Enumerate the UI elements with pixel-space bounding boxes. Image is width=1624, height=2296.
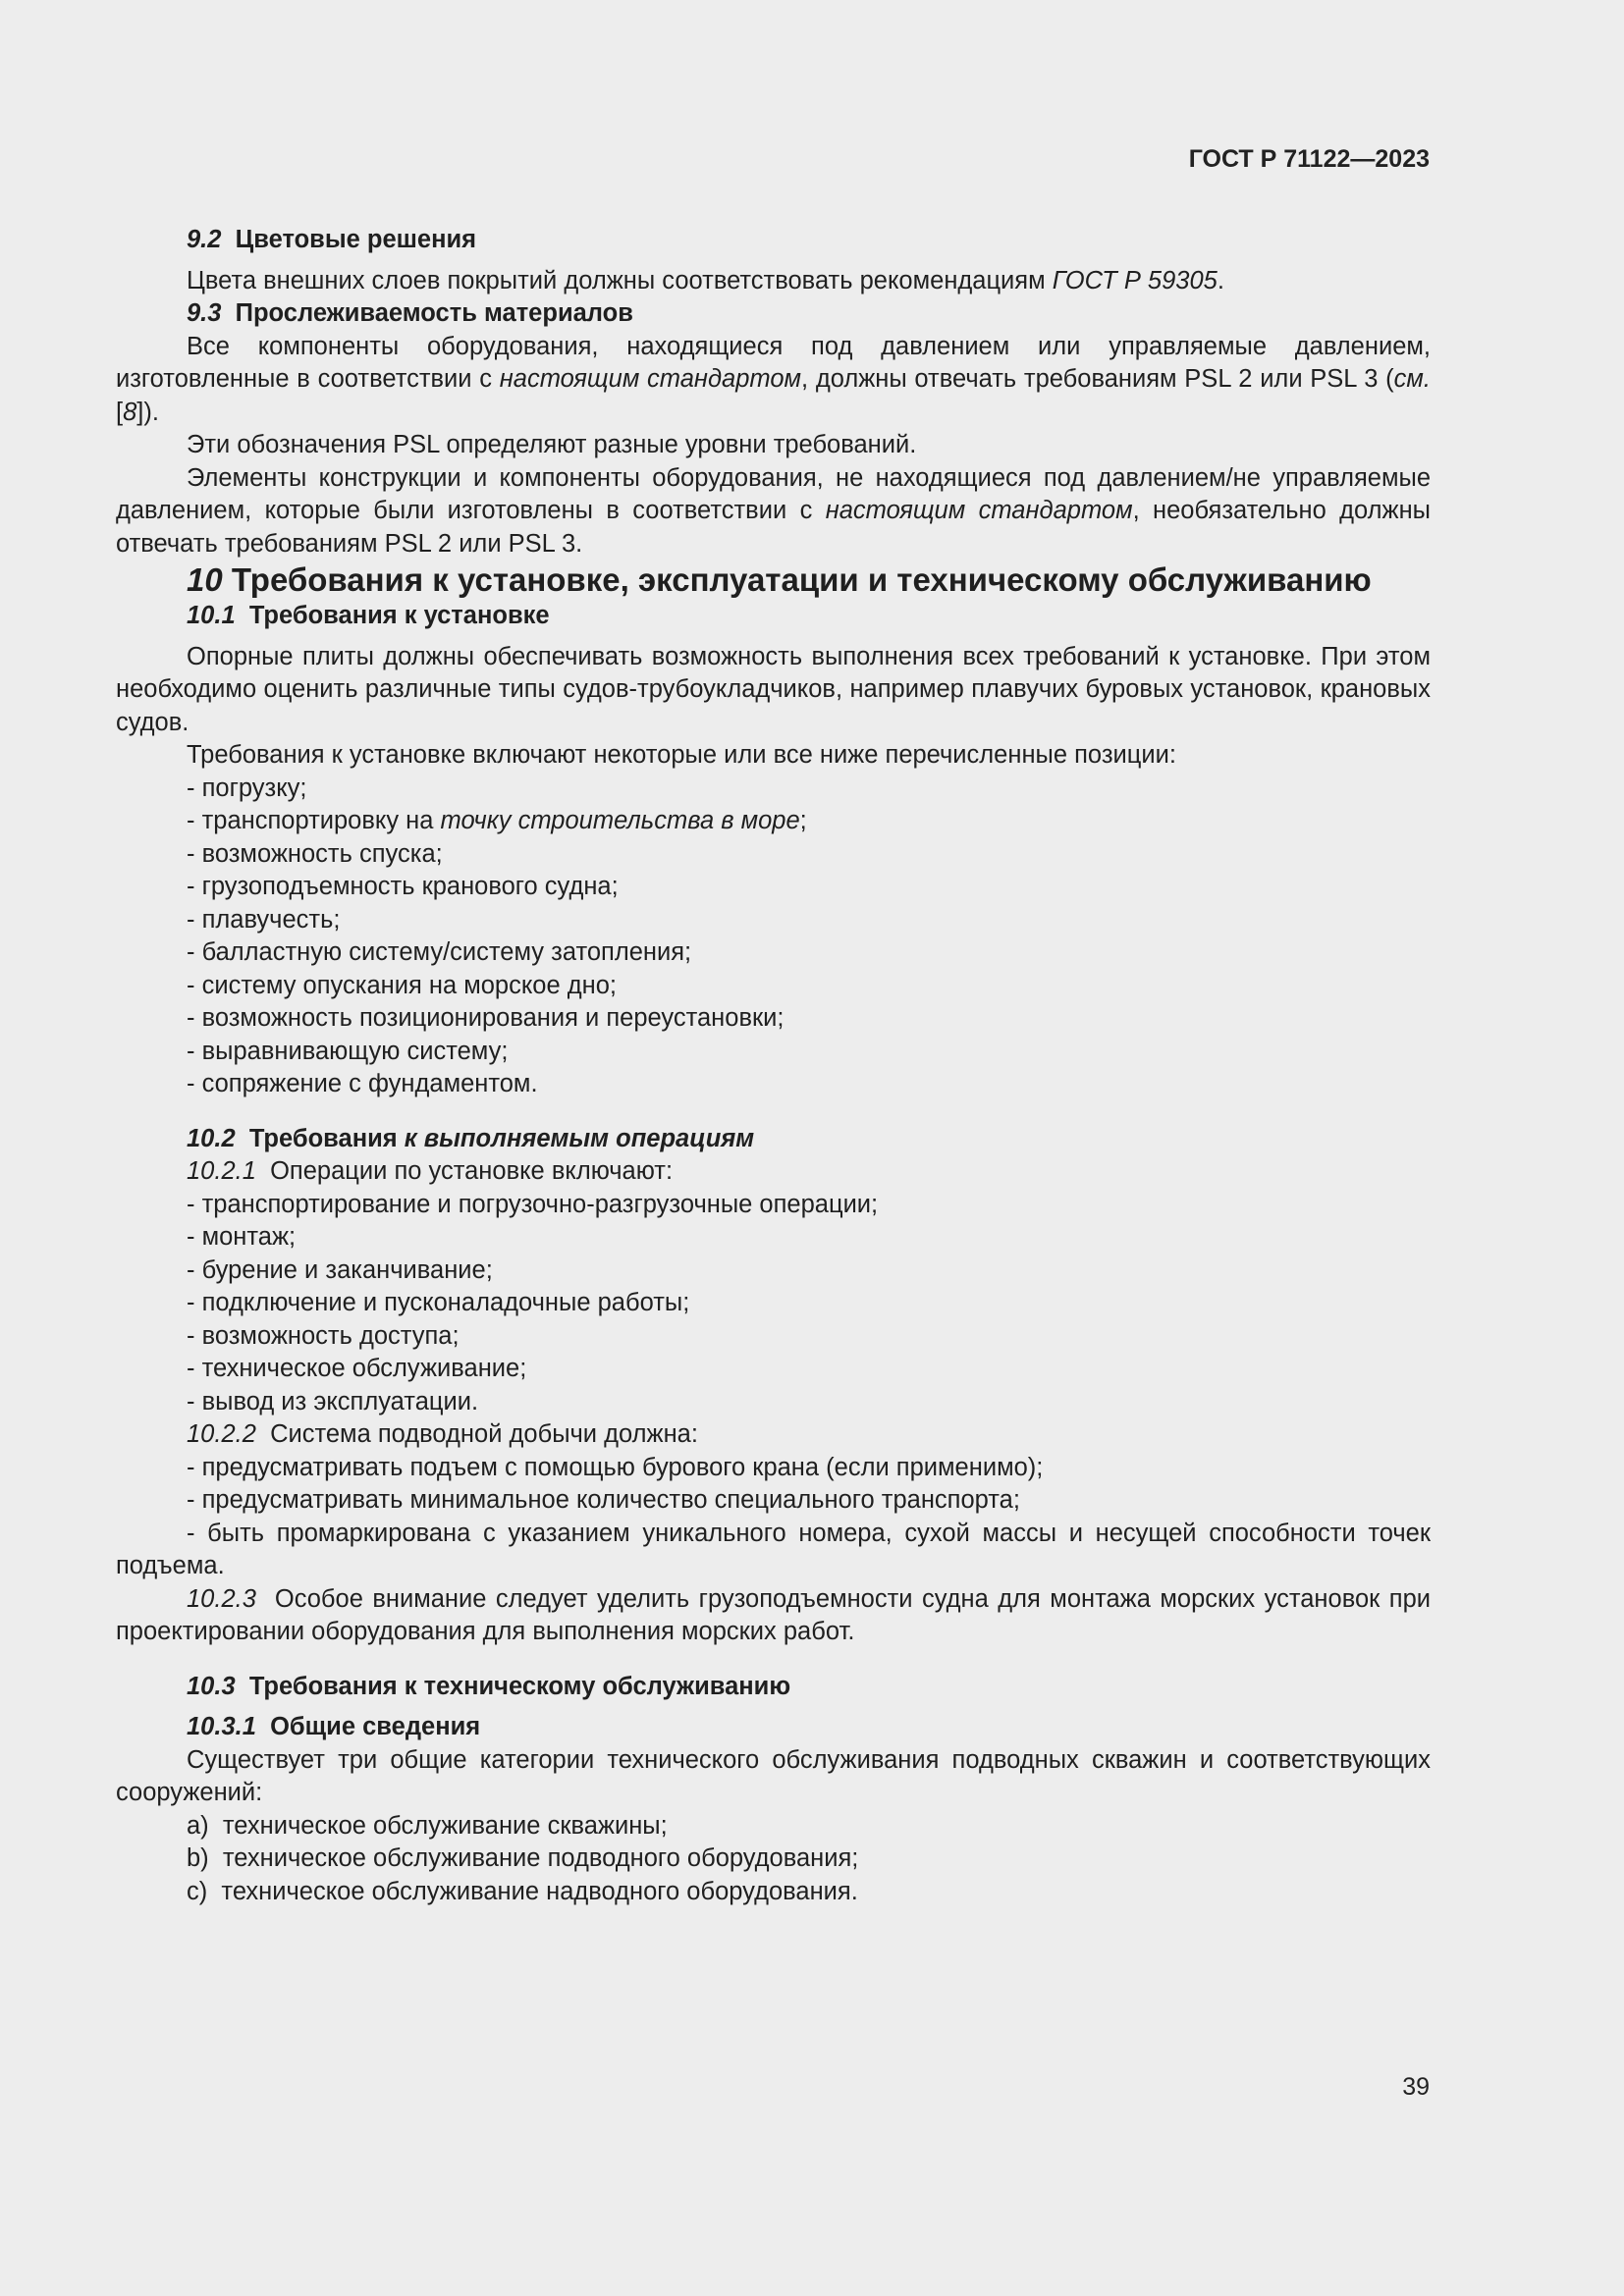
list-item: - подключение и пусконаладочные работы; [116, 1287, 1431, 1320]
document-header: ГОСТ Р 71122—2023 [1188, 145, 1430, 173]
section-heading-9-3: 9.3 Прослеживаемость материалов [187, 299, 633, 327]
paragraph-9-3-components: Все компоненты оборудования, находящиеся под давлением или управляемые давлением, изготовленные в соответствии с настоящим стандартом, должны отвечать требованиям PSL 2 или PSL 3 (см. [8]). [116, 332, 1431, 426]
list-item: - сопряжение с фундаментом. [116, 1068, 1431, 1101]
list-item: - возможность доступа; [116, 1320, 1431, 1354]
section-heading-10: 10 Требования к установке, эксплуатации и техническому обслуживанию [187, 561, 1372, 598]
list-item: - возможность позиционирования и переустановки; [116, 1002, 1431, 1036]
list-item: b) техническое обслуживание подводного оборудования; [187, 1844, 859, 1872]
list-item: - предусматривать минимальное количество специального транспорта; [116, 1484, 1431, 1518]
paragraph-10-2-1: 10.2.1 Операции по установке включают: [187, 1157, 674, 1185]
list-item: - бурение и заканчивание; [116, 1255, 1431, 1288]
list-item: - транспортирование и погрузочно-разгрузочные операции; [116, 1189, 1431, 1222]
list-item: - систему опускания на морское дно; [116, 970, 1431, 1003]
paragraph-9-3-elements: Элементы конструкции и компоненты оборудования, не находящиеся под давлением/не управляемые давлением, которые были изготовлены в соответствии с настоящим стандартом, необязательно должны отвечать требованиям PSL 2 или PSL 3. [116, 463, 1431, 558]
list-item: - выравнивающую систему; [116, 1036, 1431, 1069]
list-item: - быть промаркирована с указанием уникального номера, сухой массы и несущей способности точек подъема. [116, 1518, 1431, 1583]
paragraph-10-1-requirements: Требования к установке включают некоторые или все ниже перечисленные позиции: [187, 741, 1176, 769]
page-number: 39 [1402, 2073, 1430, 2101]
list-item: - транспортировку на точку строительства в море; [116, 805, 1431, 838]
section-heading-10-3-1: 10.3.1 Общие сведения [187, 1713, 481, 1740]
paragraph-10-3-1: Существует три общие категории технического обслуживания подводных скважин и соответствующих сооружений: [116, 1745, 1431, 1806]
paragraph-9-3-psl: Эти обозначения PSL определяют разные уровни требований. [187, 431, 917, 458]
paragraph-10-2-2: 10.2.2 Система подводной добычи должна: [187, 1420, 698, 1448]
section-heading-10-2: 10.2 Требования к выполняемым операциям [187, 1124, 755, 1152]
paragraph-10-1-plates: Опорные плиты должны обеспечивать возможность выполнения всех требований к установке. При этом необходимо оценить различные типы судов-трубоукладчиков, например плавучих буровых установок, крановых судов. [116, 642, 1431, 736]
list-item: - предусматривать подъем с помощью бурового крана (если применимо); [116, 1452, 1431, 1485]
list-item: - вывод из эксплуатации. [116, 1386, 1431, 1419]
section-heading-9-2: 9.2 Цветовые решения [187, 226, 477, 253]
section-heading-10-1: 10.1 Требования к установке [187, 602, 550, 629]
list-item: - плавучесть; [116, 904, 1431, 937]
document-body [116, 224, 1431, 1908]
list-item: - техническое обслуживание; [116, 1353, 1431, 1386]
list-item: - монтаж; [116, 1221, 1431, 1255]
paragraph-10-2-3: 10.2.3 Особое внимание следует уделить грузоподъемности судна для монтажа морских установок при проектировании оборудования для выполнения морских работ. [116, 1584, 1432, 1645]
list-item: - погрузку; [116, 773, 1431, 806]
list-item: - грузоподъемность кранового судна; [116, 871, 1431, 904]
list-item: a) техническое обслуживание скважины; [187, 1811, 668, 1840]
list-item: - балластную систему/систему затопления; [116, 936, 1431, 970]
list-item: - возможность спуска; [116, 838, 1431, 872]
paragraph-9-2-colors: Цвета внешних слоев покрытий должны соответствовать рекомендациям ГОСТ Р 59305. [187, 266, 1224, 294]
section-heading-10-3: 10.3 Требования к техническому обслуживанию [187, 1672, 791, 1700]
list-item: c) техническое обслуживание надводного оборудования. [187, 1877, 858, 1905]
